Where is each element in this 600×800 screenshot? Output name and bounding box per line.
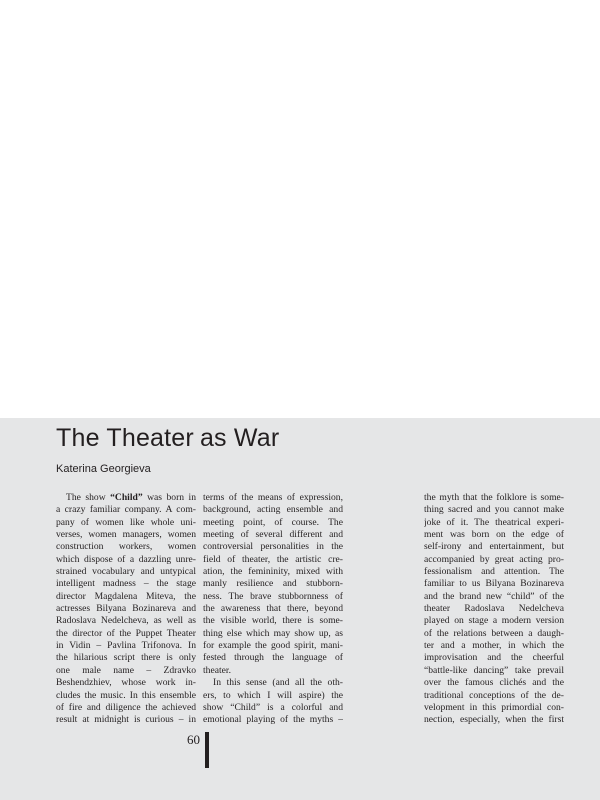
column-line: theater. [203, 664, 231, 676]
page-marker-bar [205, 732, 209, 768]
column-line: self-irony and entertainment, but [424, 541, 564, 553]
article-title [56, 424, 279, 453]
column-line: The show “Child” was born in [66, 492, 196, 503]
column-line: verses, women managers, women [56, 529, 196, 541]
column-line: velopment in this primordial con- [424, 701, 564, 713]
column-line: terms of the means of expression, [203, 492, 343, 503]
column-line: result at midnight is curious – in [56, 714, 196, 726]
column-line: played on stage a modern version [424, 615, 564, 627]
column-line: fested through the language of [203, 652, 343, 664]
page-number: 60 [187, 732, 200, 747]
column-line: meeting of several different and [203, 529, 343, 541]
column-line: thing sacred and you cannot make [424, 504, 564, 516]
column-line: manly resilience and stubborn- [203, 578, 343, 590]
column-line: a crazy familiar company. A com- [56, 504, 196, 516]
column-line: strained vocabulary and untypical [56, 566, 196, 578]
column-line: actresses Bilyana Bozinareva and [56, 603, 196, 615]
column-line: thing else which may show up, as [203, 627, 343, 639]
column-line: ter and a mother, in which the [424, 640, 564, 652]
text-column-2 [203, 492, 343, 727]
column-line: Beshendzhiev, whose work in- [56, 677, 196, 689]
column-line: fessionalism and attention. The [424, 566, 564, 578]
column-line: ness. The brave stubbornness of [203, 590, 343, 602]
article-title-part2: as War [199, 424, 280, 452]
column-line: familiar to us Bilyana Bozinareva [424, 578, 564, 590]
column-line: controversial personalities in the [203, 541, 343, 553]
column-line: of fire and diligence the achieved [56, 701, 196, 713]
column-line: traditional conceptions of the de- [424, 689, 564, 701]
column-line: director Magdalena Miteva, the [56, 590, 196, 602]
column-line: cludes the music. In this ensemble [56, 689, 196, 701]
column-line: ation, the femininity, mixed with [203, 566, 343, 578]
column-line: ment was born on the edge of [424, 529, 564, 541]
column-line: the hilarious script there is only [56, 652, 196, 664]
column-line: one male name – Zdravko [56, 664, 196, 676]
column-line: construction workers, women [56, 541, 196, 553]
column-line: in Vidin – Pavlina Trifonova. In [56, 640, 196, 652]
text-column-1 [56, 492, 196, 727]
column-line: In this sense (and all the oth- [213, 677, 343, 689]
column-line: show “Child” is a colorful and [203, 701, 343, 713]
column-line: the awareness that there, beyond [203, 603, 343, 615]
column-line: “battle-like dancing” take prevail [424, 664, 564, 676]
column-line: pany of women like whole uni- [56, 516, 196, 528]
column-line: for example the good spirit, mani- [203, 640, 343, 652]
column-line: the visible world, there is some- [203, 615, 343, 627]
column-line: and the brand new “child” of the [424, 590, 564, 602]
column-line: ers, to which I will aspire) the [203, 689, 343, 701]
column-line: accompanied by great acting pro- [424, 553, 564, 565]
article-title-part1: The Theater [56, 424, 194, 452]
column-line: theater Radoslava Nedelcheva [424, 603, 564, 615]
column-line: background, acting ensemble and [203, 504, 343, 516]
article-author: Katerina Georgieva [56, 463, 151, 475]
column-line: which dispose of a dazzling unre- [56, 553, 196, 565]
column-line: nection, especially, when the first [424, 714, 564, 726]
column-line: of the relations between a daugh- [424, 627, 564, 639]
column-line: improvisation and the cheerful [424, 652, 564, 664]
column-line: intelligent madness – the stage [56, 578, 196, 590]
show-title-bold: “Child” [110, 492, 143, 503]
column-line: the myth that the folklore is some- [424, 492, 564, 503]
column-line: the director of the Puppet Theater [56, 627, 196, 639]
column-line: meeting point, of course. The [203, 516, 343, 528]
column-line: joke of it. The theatrical experi- [424, 516, 564, 528]
column-line: over the famous clichés and the [424, 677, 564, 689]
column-line: field of theater, the artistic cre- [203, 553, 343, 565]
column-line: Radoslava Nedelcheva, as well as [56, 615, 196, 627]
column-line: emotional playing of the myths – [203, 714, 343, 726]
text-column-3 [424, 492, 564, 727]
